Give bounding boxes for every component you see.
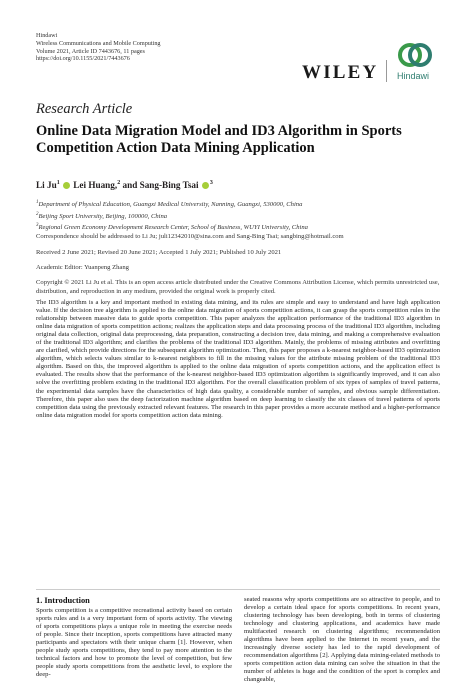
logo-divider bbox=[386, 60, 387, 82]
affiliation bbox=[36, 210, 308, 222]
author-name: Li Ju bbox=[36, 180, 57, 191]
author-list bbox=[36, 180, 213, 190]
intro-column-right: seated reasons why sports competitions are so attractive to people, and to develop a certain ideal space for sports competitions. In recent years, clustering technology has been developing, both in terms of clustering technology and clustering applications, and academics have made multifaceted research on clustering algorithms; recommendation algorithms have been applied to the Internet in recent years, and the increasingly diverse society has led to the rapid development of recommendation algorithms [2]. Applying data mining-related methods to sports competition action data mining can solve the situation in that the number of athletes is huge and the condition of the sport is complex and changeable, bbox=[244, 596, 440, 683]
author-name: and Sang-Bing Tsai bbox=[122, 180, 199, 191]
section-title: 1. Introduction bbox=[36, 596, 90, 605]
journal-name: Wireless Communications and Mobile Computing bbox=[36, 39, 161, 47]
article-title: Online Data Migration Model and ID3 Algorithm in Sports Competition Action Data Mining Application bbox=[36, 123, 402, 156]
author-sup: 3 bbox=[209, 180, 213, 186]
orcid-icon[interactable] bbox=[63, 182, 70, 189]
affiliation-text: Regional Green Economy Development Research Center, School of Business, WUYI University, China bbox=[38, 224, 308, 232]
correspondence: Correspondence should be addressed to Li Ju; juli12342010@sina.com and Sang-Bing Tsai; sangbing@hotmail.com bbox=[36, 233, 344, 240]
journal-header bbox=[36, 32, 161, 63]
author-name: Lei Huang, bbox=[73, 180, 118, 191]
doi-link[interactable]: https://doi.org/10.1155/2021/7443676 bbox=[36, 55, 130, 63]
section-divider bbox=[36, 589, 440, 590]
affiliation-text: Department of Physical Education, Guangxi Medical University, Nanning, Guangxi, 530000, China bbox=[38, 201, 303, 209]
affiliation-sup: 3 bbox=[36, 223, 39, 229]
affiliation-sup: 1 bbox=[36, 200, 39, 205]
article-type: Research Article bbox=[36, 101, 133, 117]
author-sup: 2 bbox=[117, 180, 121, 186]
hindawi-logo-text: Hindawi bbox=[397, 71, 430, 81]
abstract: The ID3 algorithm is a key and important method in existing data mining, and its rules are simple and easy to understand and have high application value. If the decision tree algorithm is applied to the online data migration of sports competition actions, it can grasp the sports competition rules in the relationship between massive data to guide sports competition. This paper analyzes the application performance of the traditional ID3 algorithm in online data migration of sports competition actions; realizes the application steps and data processing process of the traditional ID3 algorithm, including original data collection, original data preprocessing, data preparation, constructing a decision tree, data mining, and making a comprehensive evaluation of the traditional ID3 algorithm; and clarifies the problems of the traditional ID3 algorithm. Mainly, the problems of missing attributes and overfitting are clarified, which provide directions for the subsequent algorithm optimization. Then, this paper proposes a k-nearest neighbor-based ID3 optimization algorithm, which selects values similar to k-nearest neighbors to fill in the missing values for the attribute missing problem of the traditional ID3 algorithm. Based on this, the improved algorithm is applied to the online data migration of sports competition actions, and the application effect is evaluated. The results show that the performance of the k-nearest neighbor-based ID3 optimization algorithm is significantly improved, and it can also solve the overfitting problem existing in the traditional ID3 algorithm. For the overall classification problem of six types of samples of travel patterns, the experimental data samples have the characteristics of high data quality, a considerable number of samples, and obvious sample differentiation. Therefore, this paper also uses the deep factorization machine algorithm based on deep learning to classify the six classes of travel patterns of sports competition data using the previously extracted relevant features. The research in this paper provides a more accurate method and a higher-performance online data migration model for sports competition action data mining. bbox=[36, 299, 440, 419]
wiley-logo: WILEY bbox=[302, 62, 379, 83]
article-dates: Received 2 June 2021; Revised 20 June 2021; Accepted 1 July 2021; Published 10 July 2021 bbox=[36, 249, 282, 256]
affiliation-sup: 2 bbox=[36, 211, 39, 217]
orcid-icon[interactable] bbox=[202, 182, 209, 189]
hindawi-logo-icon bbox=[397, 38, 433, 72]
affiliation-text: Beijing Sport University, Beijing, 100000, China bbox=[38, 212, 168, 220]
affiliation bbox=[36, 221, 308, 233]
copyright-notice: Copyright © 2021 Li Ju et al. This is an open access article distributed under the Creative Commons Attribution License, which permits unrestricted use, distribution, and reproduction in any medium, provided the original work is properly cited. bbox=[36, 279, 440, 295]
affiliations bbox=[36, 198, 308, 233]
intro-column-left: Sports competition is a competitive recreational activity based on certain sports rules and is a very important form of sports activity. The viewing of sports competitions plays a unique role in meeting the exercise needs of people. Since their inception, sports competitions have attracted many participants and spectators with their unique charm [1]. However, when people study sports competitions, they tend to pay more attention to the technical factors and how to promote the level of competition, but few people study sports competitions from the aesthetic level, to explore the deep- bbox=[36, 607, 232, 678]
publisher-name: Hindawi bbox=[36, 32, 58, 39]
volume-line: Volume 2021, Article ID 7443676, 11 pages bbox=[36, 47, 145, 55]
author-sup: 1 bbox=[56, 180, 60, 186]
affiliation bbox=[36, 198, 308, 210]
academic-editor: Academic Editor: Yuanpeng Zhang bbox=[36, 264, 129, 271]
